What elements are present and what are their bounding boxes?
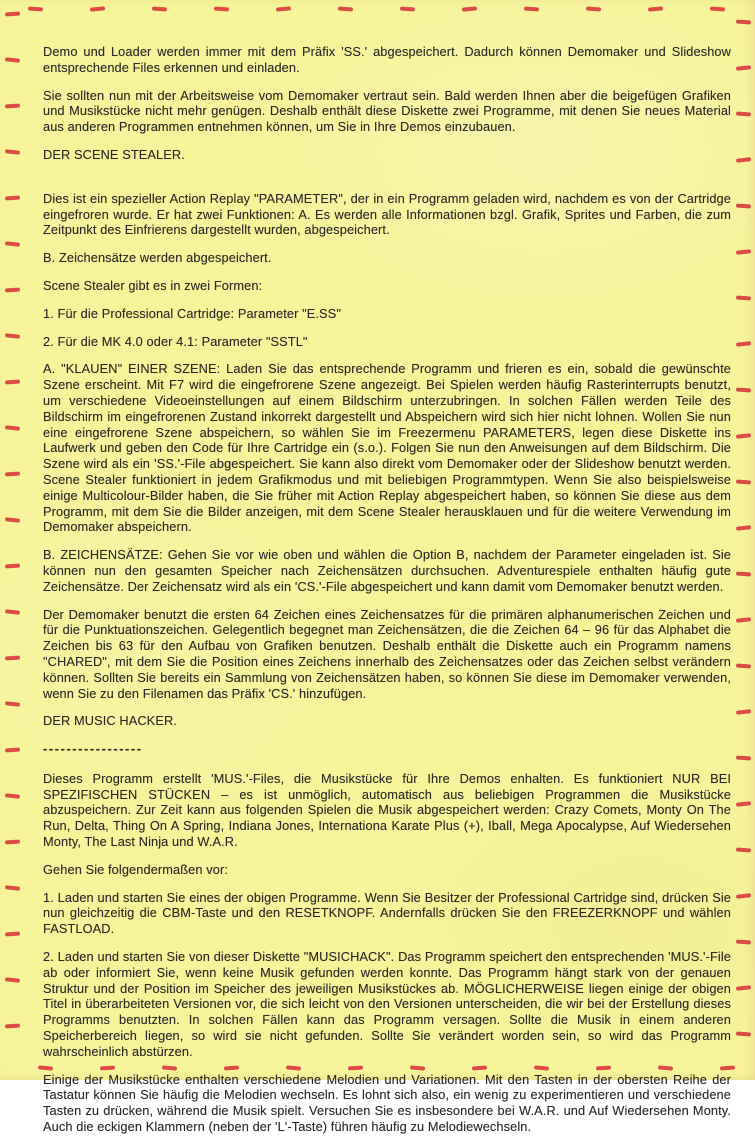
border-mark xyxy=(5,747,20,752)
section-heading: DER SCENE STEALER. xyxy=(43,146,185,162)
border-mark xyxy=(38,1065,53,1070)
border-mark xyxy=(736,295,751,300)
border-mark xyxy=(648,6,663,11)
border-mark xyxy=(462,6,477,11)
paragraph: 1. Für die Professional Cartridge: Parameter "E.SS" xyxy=(43,305,341,321)
border-mark xyxy=(5,103,20,108)
border-mark xyxy=(5,241,20,247)
paragraph: B. Zeichensätze werden abgespeichert. xyxy=(43,250,272,266)
border-mark xyxy=(736,111,751,116)
dashed-separator: ----------------- xyxy=(43,741,143,757)
border-mark xyxy=(524,6,539,11)
border-mark xyxy=(5,471,20,476)
border-mark xyxy=(736,939,751,944)
border-mark xyxy=(736,755,751,760)
border-mark xyxy=(5,149,20,155)
border-mark xyxy=(736,985,751,991)
border-mark xyxy=(5,1023,20,1028)
paragraph: Sie sollten nun mit der Arbeitsweise vom Demomaker vertraut sein. Bald werden Ihnen aber die beigefügen Grafiken und Musikstücke nicht mehr genügen. Deshalb enthält diese Diskette zwei Programme, mit denen Sie neues Material aus anderen Programmen entnehmen können, um Sie in Ihre Demos einzubauen. xyxy=(43,87,731,135)
paragraph: Dieses Programm erstellt 'MUS.'-Files, die Musikstücke für Ihre Demos enhalten. Es funktioniert NUR BEI SPEZIFISCHEN STÜCKEN – es ist unmöglich, automatisch aus beliebigen Programmen die Musikstücke abzuspeichern. Zur Zeit kann aus folgenden Spielen die Musik abgespeichert werden: Crazy Comets, Monty On The Run, Delta, Thing On A Spring, Indiana Jones, Internationa Karate Plus (+), Iball, Mega Apocalypse, Auf Wiedersehen Monty, The Last Ninja und W.A.R. xyxy=(43,770,731,850)
border-mark xyxy=(736,663,751,668)
border-mark xyxy=(736,433,751,439)
border-mark xyxy=(736,525,751,531)
border-mark xyxy=(736,157,751,163)
border-mark xyxy=(736,709,751,715)
paragraph: Einige der Musikstücke enthalten verschiedene Melodien und Variationen. Mit den Tasten in der obersten Reihe der Tastatur können Sie häufig die Melodien wechseln. Es lohnt sich also, ein wenig zu experimentieren und verschiedene Tasten zu drücken, während die Musik spielt. Versuchen Sie es insbesondere bei W.A.R. und Auf Wiedersehen Monty. Auch die eckigen Klammern (neben der 'L'-Taste) führen häufig zu Melodiewechseln. xyxy=(43,1071,731,1135)
border-mark xyxy=(400,6,415,11)
border-mark xyxy=(276,6,291,11)
border-mark xyxy=(5,425,20,431)
border-mark xyxy=(720,1065,735,1070)
paragraph: Gehen Sie folgendermaßen vor: xyxy=(43,861,229,877)
paragraph: Scene Stealer gibt es in zwei Formen: xyxy=(43,277,263,293)
border-mark xyxy=(5,57,20,63)
border-mark xyxy=(152,6,167,11)
border-mark xyxy=(5,333,20,339)
paragraph: 2. Für die MK 4.0 oder 4.1: Parameter "SSTL" xyxy=(43,333,308,349)
border-mark xyxy=(736,387,751,392)
paragraph: B. ZEICHENSÄTZE: Gehen Sie vor wie oben und wählen die Option B, nachdem der Parameter eingeladen ist. Sie können nun den gesamten Speicher nach Zeichensätzen durchsuchen. Adventurespiele enthalten häufig gute Zeichensätze. Der Zeichensatz wird als ein 'CS.'-File abgespeichert und kann damit vom Demomaker benutzt werden. xyxy=(43,547,731,594)
border-mark xyxy=(5,701,20,707)
border-mark xyxy=(736,479,751,484)
border-mark xyxy=(736,893,751,899)
border-mark xyxy=(5,517,20,523)
border-mark xyxy=(736,341,751,347)
border-mark xyxy=(736,571,751,576)
border-mark xyxy=(28,6,43,11)
border-mark xyxy=(586,6,601,11)
border-mark xyxy=(736,847,751,852)
border-mark xyxy=(5,931,20,936)
border-mark xyxy=(5,379,20,384)
border-mark xyxy=(736,65,751,71)
border-mark xyxy=(5,287,20,292)
document-body xyxy=(43,44,731,1147)
border-mark xyxy=(5,563,20,568)
paragraph: Dies ist ein spezieller Action Replay "PARAMETER", der in ein Programm geladen wird, nachdem es von der Cartridge eingefroren wurde. Er hat zwei Funktionen: A. Es werden alle Informationen bzgl. Grafik, Sprites und Farben, die zum Zeitpunkt des Einfrierens dargestellt wurden, abgespeichert. xyxy=(43,190,731,238)
border-mark xyxy=(736,19,751,24)
section-heading: DER MUSIC HACKER. xyxy=(43,713,177,729)
border-mark xyxy=(5,195,20,200)
paragraph: Der Demomaker benutzt die ersten 64 Zeichen eines Zeichensatzes für die primären alphanumerischen Zeichen und für die Punktuationszeichen. Gelegentlich begegnet man Zeichensätzen, die die Zeichen 64 – 96 für das Alphabet die Zeichen bis 63 für den Aufbau von Grafiken benutzen. Deshalb enthält die Diskette auch ein Programm namens "CHARED", mit dem Sie die Position eines Zeichens innerhalb des Zeichensatzes oder das Zeichen selbst verändern können. Sollten Sie bereits ein Sammlung von Zeichensätzen haben, so können Sie diese im Demomaker verwenden, wenn Sie zu den Filenamen das Präfix 'CS.' hinzufügen. xyxy=(43,606,731,701)
paragraph: 1. Laden und starten Sie eines der obigen Programme. Wenn Sie Besitzer der Professional Cartridge sind, drücken Sie nun gleichzeitig die CBM-Taste und den RESETKNOPF. Andernfalls drücken Sie den FREEZERKNOPF und wählen FASTLOAD. xyxy=(43,889,731,937)
border-mark xyxy=(736,617,751,623)
border-mark xyxy=(5,977,20,983)
border-mark xyxy=(5,793,20,799)
paragraph: Demo und Loader werden immer mit dem Präfix 'SS.' abgespeichert. Dadurch können Demomaker und Slideshow entsprechende Files erkennen und einladen. xyxy=(43,44,731,75)
border-mark xyxy=(5,11,20,16)
paragraph: A. "KLAUEN" EINER SZENE: Laden Sie das entsprechende Programm und frieren es ein, sobald die gewünschte Szene erscheint. Mit F7 wird die eingefrorene Szene angezeigt. Bei Spielen werden häufig Rasterinterrupts benutzt, um verschiedene Videoeinstellungen auf einem Bildschirm unterzubringen. In solchen Fällen werden Teile des Bildschirm im eingefrorenen Zustand inkorrekt dargestellt und Abspeichern wird sich hier nicht lohnen. Wollen Sie nun eine eingefrorene Szene abspeichern, so wählen Sie im Freezermenu PARAMETERS, legen diese Diskette ins Laufwerk und geben den Code für Ihre Cartridge ein (s.o.). Folgen Sie nun den Anweisungen auf dem Bildschirm. Die Szene wird als ein 'SS.'-File abgespeichert. Sie kann also direkt vom Demomaker oder der Slideshow benutzt werden. Scene Stealer funktioniert in jedem Grafikmodus und mit beliebigen Programmtypen. Wenn Sie also beispielsweise einige Multicolour-Bilder haben, die Sie früher mit Action Replay abgespeichert haben, so können Sie diese aus dem Programm, mit dem Sie die Bilder anzeigen, mit dem Scene Stealer herausklauen und für die weitere Verwendung im Demomaker abspeichern. xyxy=(43,361,731,535)
border-mark xyxy=(736,1031,751,1036)
paragraph: 2. Laden und starten Sie von dieser Diskette "MUSICHACK". Das Programm speichert den entsprechenden 'MUS.'-File ab oder informiert Sie, wenn keine Musik gefunden werden konnte. Das Programm hängt stark von der genauen Struktur und der Position im Speicher des jeweiligen Musikstückes ab. MÖGLICHERWEISE liegen einige der obigen Titel in überarbeiteten Versionen vor, die sich leicht von den Versionen unterscheiden, die wir bei der Erstellung dieses Programms benutzten. In solchen Fällen kann das Programm versagen. Sollte die Musik in einem anderen Speicherbereich liegen, so wird sie nicht gefunden. Sollte Sie verändert worden sein, so wird das Programm wahrscheinlich abstürzen. xyxy=(43,949,731,1059)
border-mark xyxy=(214,6,229,11)
border-mark xyxy=(736,801,751,807)
border-mark xyxy=(338,6,353,11)
border-mark xyxy=(5,885,20,891)
border-mark xyxy=(736,249,751,255)
border-mark xyxy=(710,6,725,11)
border-mark xyxy=(5,655,20,660)
border-mark xyxy=(736,203,751,208)
border-mark xyxy=(5,609,20,615)
border-mark xyxy=(90,6,105,11)
border-mark xyxy=(5,839,20,844)
